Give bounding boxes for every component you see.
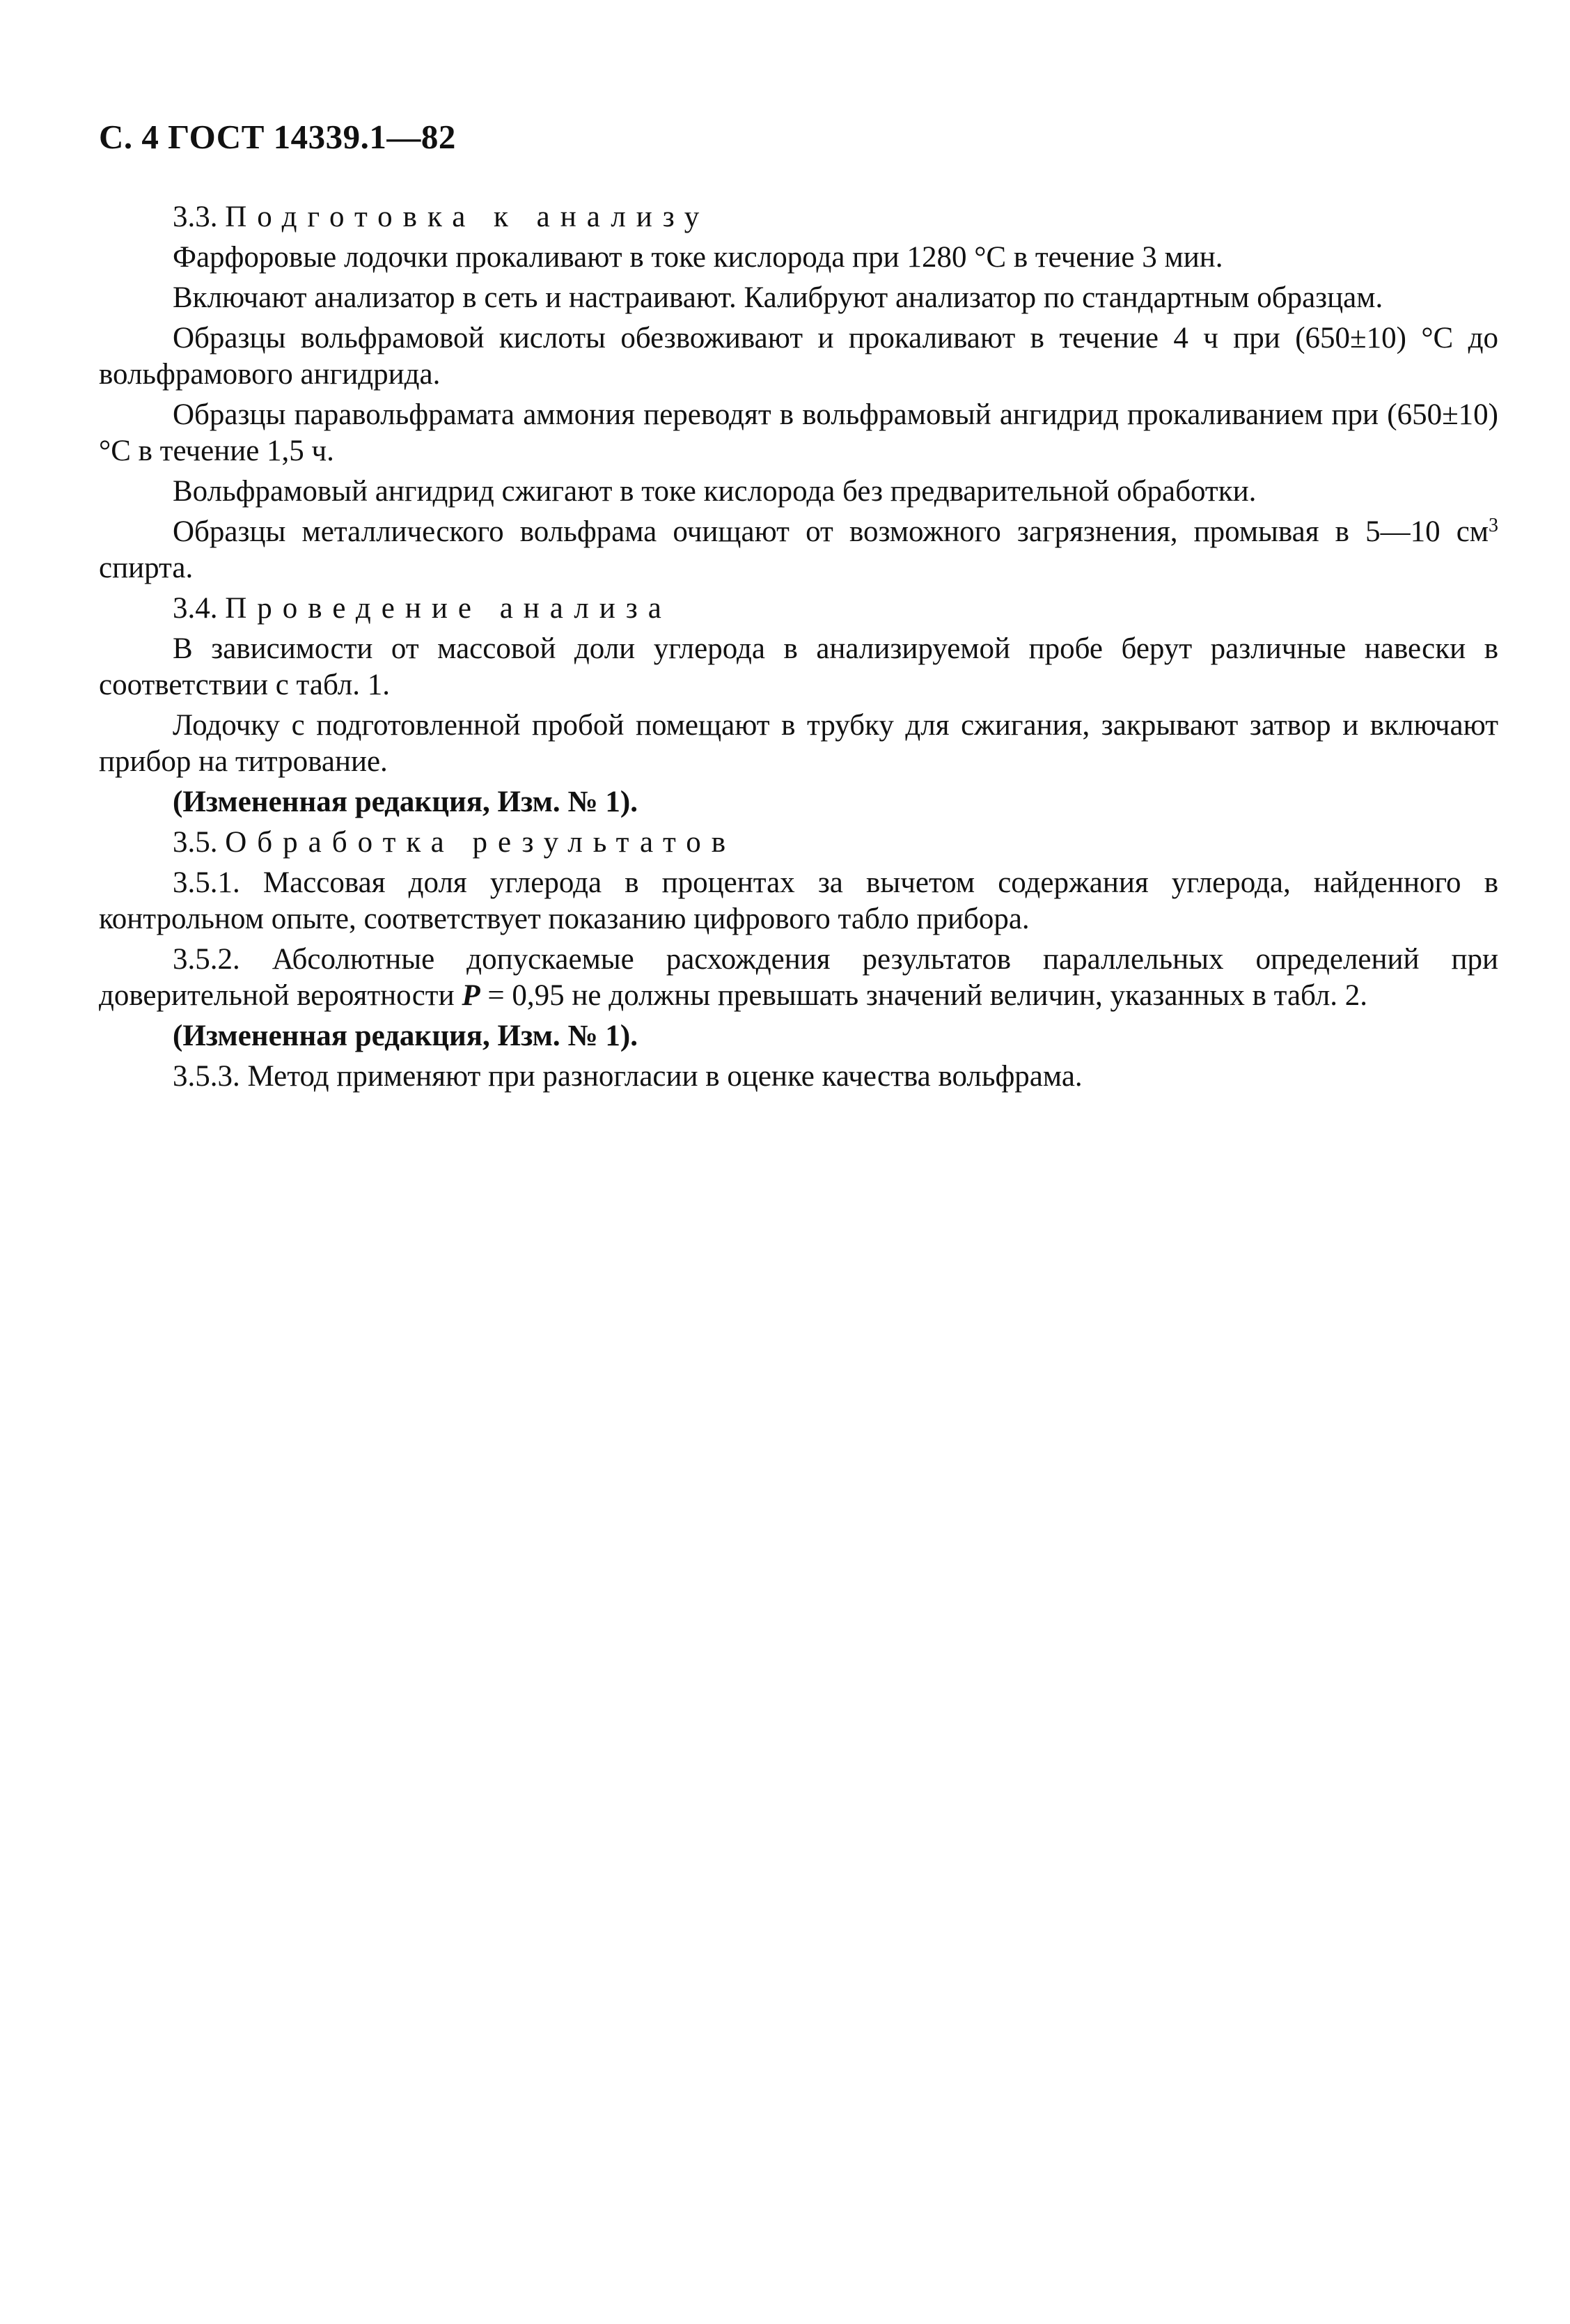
amendment-note: (Измененная редакция, Изм. № 1). xyxy=(173,786,638,818)
paragraph: Включают анализатор в сеть и настраивают. Калибруют анализатор по стандартным образцам. xyxy=(173,281,1383,314)
section-3-4-heading xyxy=(99,591,1498,627)
section-3-3-heading xyxy=(99,199,1498,235)
paragraph-text: = 0,95 не должны превышать значений величин, указанных в табл. 2. xyxy=(480,979,1368,1012)
section-number: 3.3. xyxy=(173,201,218,233)
paragraph: 3.5.3. Метод применяют при разногласии в оценке качества вольфрама. xyxy=(173,1060,1083,1093)
section-3-5-heading xyxy=(99,825,1498,861)
paragraph-text: 3.5.2. Абсолютные допускаемые расхождения результатов параллельных определений при доверительной вероятности xyxy=(99,943,1498,1012)
section-title: Подготовка к анализу xyxy=(225,201,710,233)
paragraph xyxy=(99,514,1498,586)
section-title: Проведение анализа xyxy=(225,592,672,625)
paragraph: 3.5.1. Массовая доля углерода в процентах за вычетом содержания углерода, найденного в контрольном опыте, соответствует показанию цифрового табло прибора. xyxy=(99,866,1498,935)
paragraph: Образцы вольфрамовой кислоты обезвоживают и прокаливают в течение 4 ч при (650±10) °С до вольфрамового ангидрида. xyxy=(99,322,1498,391)
paragraph: Образцы паравольфрамата аммония переводят в вольфрамовый ангидрид прокаливанием при (650±10) °С в течение 1,5 ч. xyxy=(99,398,1498,467)
paragraph-text: спирта. xyxy=(99,552,194,584)
paragraph-text: Образцы металлического вольфрама очищают от возможного загрязнения, промывая в 5—10 см xyxy=(173,515,1489,548)
document-body xyxy=(99,199,1498,1099)
variable: Р xyxy=(462,979,480,1012)
paragraph: Лодочку с подготовленной пробой помещают в трубку для сжигания, закрывают затвор и включают прибор на титрование. xyxy=(99,709,1498,778)
section-title: Обработка результатов xyxy=(225,826,736,859)
paragraph: Фарфоровые лодочки прокаливают в токе кислорода при 1280 °С в течение 3 мин. xyxy=(173,241,1223,274)
amendment-note: (Измененная редакция, Изм. № 1). xyxy=(173,1020,638,1052)
page-header: С. 4 ГОСТ 14339.1—82 xyxy=(99,118,456,156)
paragraph xyxy=(99,942,1498,1014)
paragraph: Вольфрамовый ангидрид сжигают в токе кислорода без предварительной обработки. xyxy=(173,475,1257,508)
paragraph: В зависимости от массовой доли углерода в анализируемой пробе берут различные навески в соответствии с табл. 1. xyxy=(99,632,1498,701)
superscript: 3 xyxy=(1489,515,1498,536)
section-number: 3.4. xyxy=(173,592,218,625)
section-number: 3.5. xyxy=(173,826,218,859)
